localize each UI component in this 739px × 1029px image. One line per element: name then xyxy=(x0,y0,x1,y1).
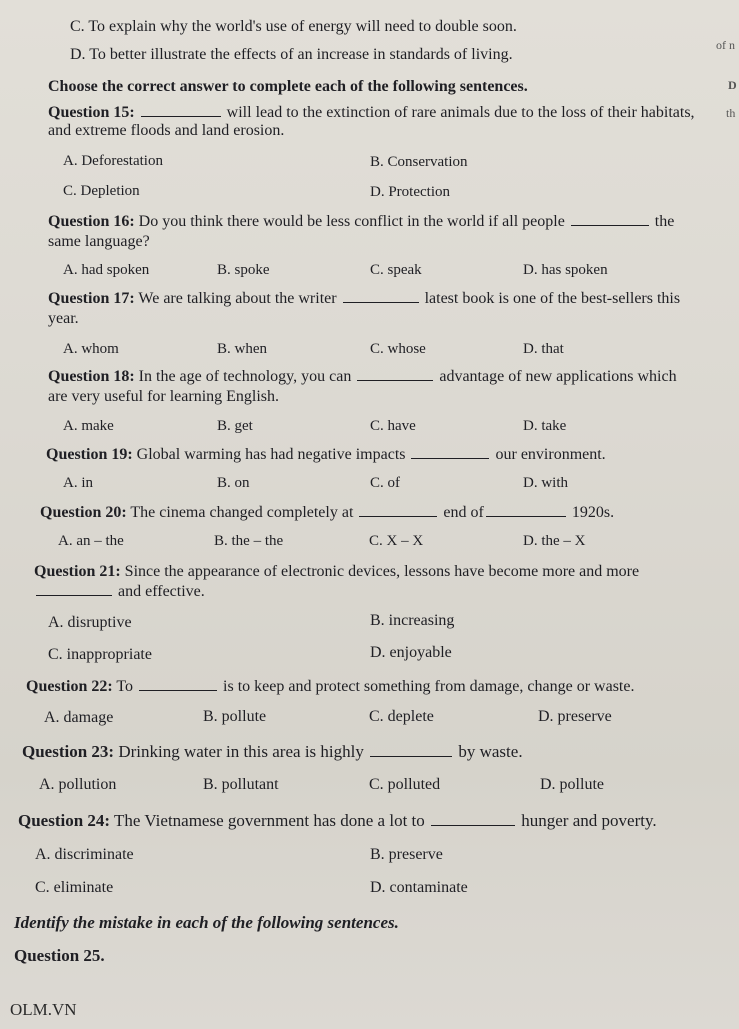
question-text-end: is to keep and protect something from damage, change or waste. xyxy=(223,678,635,695)
q19-option-c[interactable]: C. of xyxy=(370,475,400,491)
question-text: In the age of technology, you can xyxy=(138,368,352,385)
question-label: Question 22: xyxy=(26,678,113,695)
q20-option-a[interactable]: A. an – the xyxy=(58,533,124,549)
question-text-end: our environment. xyxy=(495,446,606,463)
question-17 xyxy=(48,290,680,308)
question-text: Do you think there would be less conflict in the world if all people xyxy=(138,213,565,230)
question-24 xyxy=(18,811,657,831)
q20-option-c[interactable]: C. X – X xyxy=(369,533,424,549)
question-text: will lead to the extinction of rare animals due to the loss of their habitats, xyxy=(226,104,695,121)
question-text: To xyxy=(116,678,134,695)
question-label: Question 20: xyxy=(40,504,127,521)
question-text: The Vietnamese government has done a lot to xyxy=(114,811,425,830)
question-text-end: 1920s. xyxy=(571,504,615,521)
q24-option-c[interactable]: C. eliminate xyxy=(35,879,114,896)
question-20 xyxy=(40,504,614,522)
question-21 xyxy=(34,563,639,581)
q23-option-d[interactable]: D. pollute xyxy=(540,776,604,793)
q17-option-d[interactable]: D. that xyxy=(523,341,564,357)
q17-option-b[interactable]: B. when xyxy=(217,341,267,357)
q21-option-b[interactable]: B. increasing xyxy=(370,612,455,629)
question-23 xyxy=(22,742,523,762)
q24-option-a[interactable]: A. discriminate xyxy=(35,846,134,863)
question-label: Question 24: xyxy=(18,811,111,830)
question-label: Question 19: xyxy=(46,446,133,463)
q18-option-a[interactable]: A. make xyxy=(63,418,114,434)
q23-option-a[interactable]: A. pollution xyxy=(39,776,117,793)
question-text-end: hunger and poverty. xyxy=(521,811,657,830)
q20-option-b[interactable]: B. the – the xyxy=(214,533,284,549)
question-19 xyxy=(46,446,606,464)
answer-blank-2 xyxy=(486,515,566,517)
question-text-end: advantage of new applications which xyxy=(439,368,677,385)
q16-option-a[interactable]: A. had spoken xyxy=(63,262,150,278)
question-15-line2: and extreme floods and land erosion. xyxy=(48,122,285,139)
q24-option-b[interactable]: B. preserve xyxy=(370,846,443,863)
answer-blank xyxy=(36,594,112,596)
q19-option-d[interactable]: D. with xyxy=(523,475,568,491)
question-text-end: the xyxy=(654,213,675,230)
q18-option-d[interactable]: D. take xyxy=(523,418,567,434)
q21-option-d[interactable]: D. enjoyable xyxy=(370,644,452,661)
answer-blank xyxy=(357,379,433,381)
answer-blank xyxy=(411,457,489,459)
q22-option-b[interactable]: B. pollute xyxy=(203,708,267,725)
question-text: We are talking about the writer xyxy=(138,290,337,307)
section-instruction-2: Identify the mistake in each of the following sentences. xyxy=(14,913,399,932)
q21-option-c[interactable]: C. inappropriate xyxy=(48,646,152,663)
question-label: Question 16: xyxy=(48,213,135,230)
q23-option-c[interactable]: C. polluted xyxy=(369,776,441,793)
q24-option-d[interactable]: D. contaminate xyxy=(370,879,468,896)
q16-option-c[interactable]: C. speak xyxy=(370,262,422,278)
q21-option-a[interactable]: A. disruptive xyxy=(48,614,132,631)
q22-option-d[interactable]: D. preserve xyxy=(538,708,612,725)
answer-blank xyxy=(139,689,217,691)
question-label: Question 23: xyxy=(22,742,115,761)
question-15 xyxy=(48,104,695,122)
q19-option-b[interactable]: B. on xyxy=(217,475,250,491)
question-16 xyxy=(48,213,674,231)
q17-option-c[interactable]: C. whose xyxy=(370,341,426,357)
answer-blank xyxy=(431,824,515,826)
question-25-label: Question 25. xyxy=(14,946,105,965)
q22-option-a[interactable]: A. damage xyxy=(44,709,114,726)
q15-option-a[interactable]: A. Deforestation xyxy=(63,153,163,169)
question-text-end: latest book is one of the best-sellers this xyxy=(424,290,681,307)
question-text-end: by waste. xyxy=(458,742,523,761)
prev-option-c: C. To explain why the world's use of energy will need to double soon. xyxy=(70,18,517,35)
q18-option-b[interactable]: B. get xyxy=(217,418,253,434)
edge-text-2: D xyxy=(728,78,737,92)
answer-blank xyxy=(141,115,221,117)
question-22 xyxy=(26,678,634,696)
answer-blank-1 xyxy=(359,515,437,517)
answer-blank xyxy=(571,224,649,226)
edge-text-3: th xyxy=(726,106,736,120)
q19-option-a[interactable]: A. in xyxy=(63,475,93,491)
q22-option-c[interactable]: C. deplete xyxy=(369,708,434,725)
question-label: Question 15: xyxy=(48,104,135,121)
q20-option-d[interactable]: D. the – X xyxy=(523,533,586,549)
question-21-line2 xyxy=(34,583,205,601)
prev-option-d: D. To better illustrate the effects of an increase in standards of living. xyxy=(70,46,513,63)
section-instruction: Choose the correct answer to complete each of the following sentences. xyxy=(48,78,528,95)
q18-option-c[interactable]: C. have xyxy=(370,418,416,434)
q23-option-b[interactable]: B. pollutant xyxy=(203,776,279,793)
question-text: Global warming has had negative impacts xyxy=(136,446,406,463)
q15-option-d[interactable]: D. Protection xyxy=(370,184,450,200)
q15-option-c[interactable]: C. Depletion xyxy=(63,183,140,199)
answer-blank xyxy=(370,755,452,757)
footer-watermark: OLM.VN xyxy=(10,1000,77,1019)
q16-option-b[interactable]: B. spoke xyxy=(217,262,270,278)
question-18 xyxy=(48,368,677,386)
answer-blank xyxy=(343,301,419,303)
question-text: The cinema changed completely at xyxy=(130,504,354,521)
question-label: Question 21: xyxy=(34,563,121,580)
question-label: Question 18: xyxy=(48,368,135,385)
q15-option-b[interactable]: B. Conservation xyxy=(370,154,468,170)
question-18-line2: are very useful for learning English. xyxy=(48,388,280,405)
question-16-line2: same language? xyxy=(48,233,150,250)
question-17-line2: year. xyxy=(48,310,79,327)
question-text-end: and effective. xyxy=(118,583,205,600)
q17-option-a[interactable]: A. whom xyxy=(63,341,119,357)
q16-option-d[interactable]: D. has spoken xyxy=(523,262,608,278)
question-label: Question 17: xyxy=(48,290,135,307)
question-text: Since the appearance of electronic devices, lessons have become more and more xyxy=(124,563,640,580)
question-text-mid: end of xyxy=(443,504,484,521)
edge-text-1: of n xyxy=(716,38,735,52)
question-text: Drinking water in this area is highly xyxy=(118,742,364,761)
